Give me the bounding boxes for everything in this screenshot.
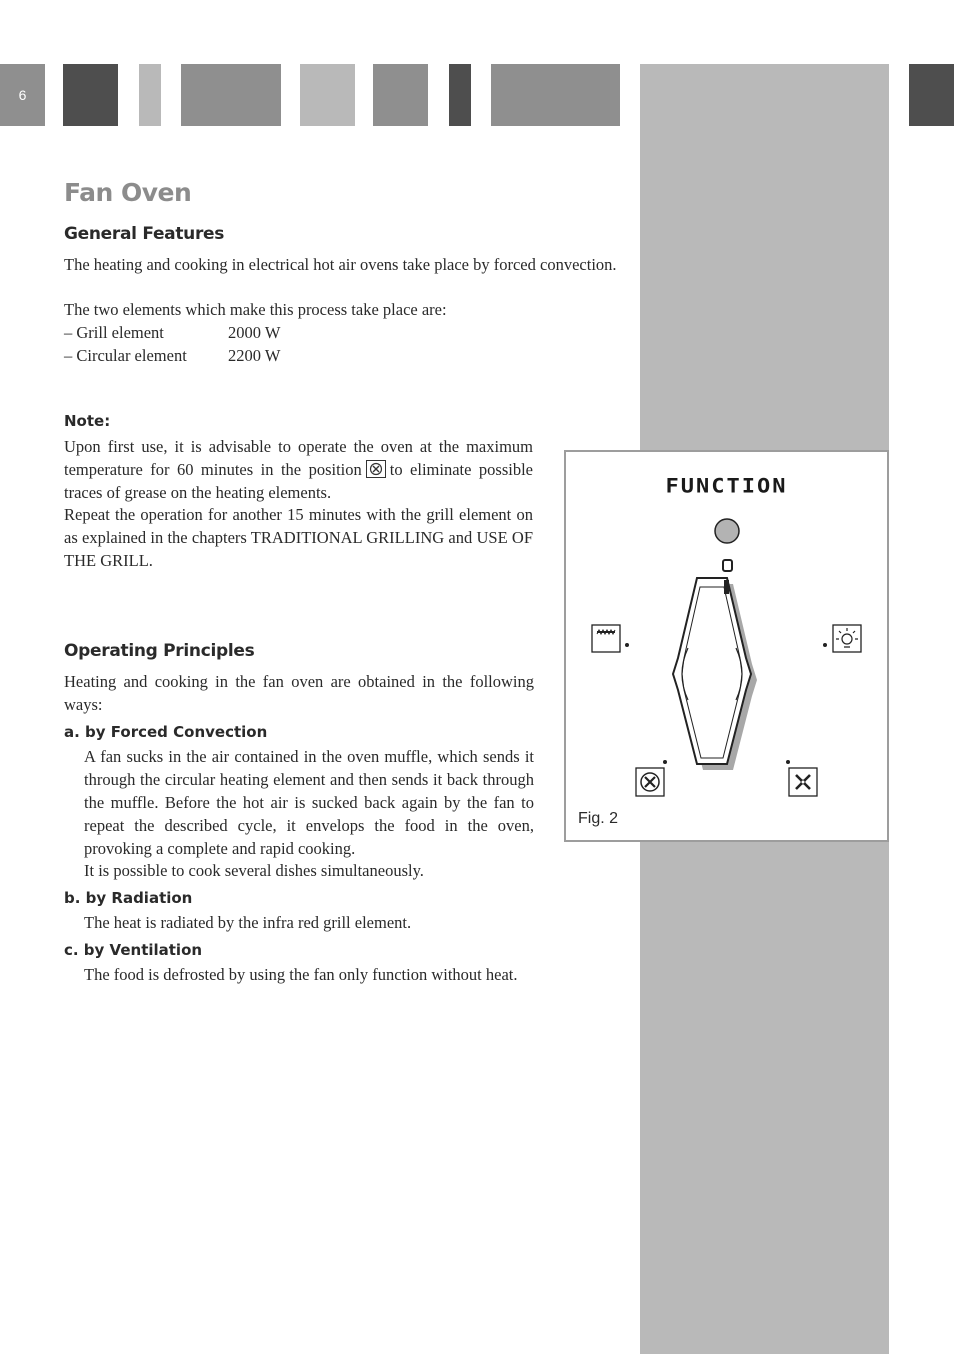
- header-block: [491, 64, 620, 126]
- grill-element-icon: [592, 625, 620, 652]
- header-block: [373, 64, 428, 126]
- function-knob-figure: [564, 450, 889, 842]
- fan-circular-element-icon: [366, 460, 386, 478]
- note-paragraph-2: Repeat the operation for another 15 minutes with the grill element on as explained in the chapters TRADITIONAL GRILLING and USE OF THE GRILL.: [64, 505, 533, 570]
- element-row: [64, 344, 281, 367]
- indicator-lamp: [715, 519, 739, 543]
- oven-light-icon: [833, 625, 861, 652]
- header-block: [139, 64, 161, 126]
- principle-extra: It is possible to cook several dishes simultaneously.: [84, 861, 424, 880]
- general-features-heading: General Features: [64, 224, 225, 244]
- header-block: [909, 64, 954, 126]
- page-number: 6: [0, 64, 45, 126]
- principle-label: b. by Radiation: [64, 889, 193, 907]
- function-knob-diagram: [566, 452, 887, 840]
- operating-principles-heading: Operating Principles: [64, 641, 255, 661]
- position-dot: [823, 643, 827, 647]
- principle-text: A fan sucks in the air contained in the oven muffle, which sends it through the circular heating element and then sends it back through the muffle. Before the hot air is sucked back again by the fan to repeat the described cycle, it envelops the food in the oven, provoking a complete and rapid cooking.: [84, 747, 534, 858]
- elements-intro: The two elements which make this process take place are:: [64, 300, 447, 319]
- figure-caption: Fig. 2: [578, 810, 619, 827]
- header-block: [300, 64, 355, 126]
- element-power: 2200 W: [228, 346, 281, 365]
- principle-label: a. by Forced Convection: [64, 723, 268, 741]
- knob-pointer: [724, 580, 729, 594]
- element-power: 2000 W: [228, 323, 281, 342]
- position-dot: [663, 760, 667, 764]
- principle-text: The heat is radiated by the infra red grill element.: [84, 913, 412, 932]
- note-text-after-icon: to eliminate possible traces of grease on the heating elements.: [64, 460, 533, 502]
- page-title: Fan Oven: [64, 178, 192, 207]
- element-name: – Circular element: [64, 346, 187, 365]
- position-dot: [625, 643, 629, 647]
- off-position-marker: [723, 560, 732, 571]
- note-heading: Note:: [64, 412, 111, 430]
- note-paragraph-1: [64, 435, 533, 504]
- note-text-before-icon: Upon first use, it is advisable to operate the oven at the maximum temperature for 60 minutes in the position: [64, 437, 533, 479]
- element-row: [64, 321, 281, 344]
- header-block: [63, 64, 118, 126]
- principle-label: c. by Ventilation: [64, 941, 203, 959]
- element-name: – Grill element: [64, 323, 164, 342]
- general-features-intro: The heating and cooking in electrical hot air ovens take place by forced convection.: [64, 255, 617, 274]
- principle-text: The food is defrosted by using the fan only function without heat.: [84, 965, 518, 984]
- figure-title: FUNCTION: [665, 475, 788, 498]
- position-dot: [786, 760, 790, 764]
- fan-defrost-icon: [789, 768, 817, 796]
- header-block: [449, 64, 471, 126]
- operating-principles-intro: Heating and cooking in the fan oven are obtained in the following ways:: [64, 672, 534, 714]
- header-block: [181, 64, 281, 126]
- fan-circular-element-icon: [636, 768, 664, 796]
